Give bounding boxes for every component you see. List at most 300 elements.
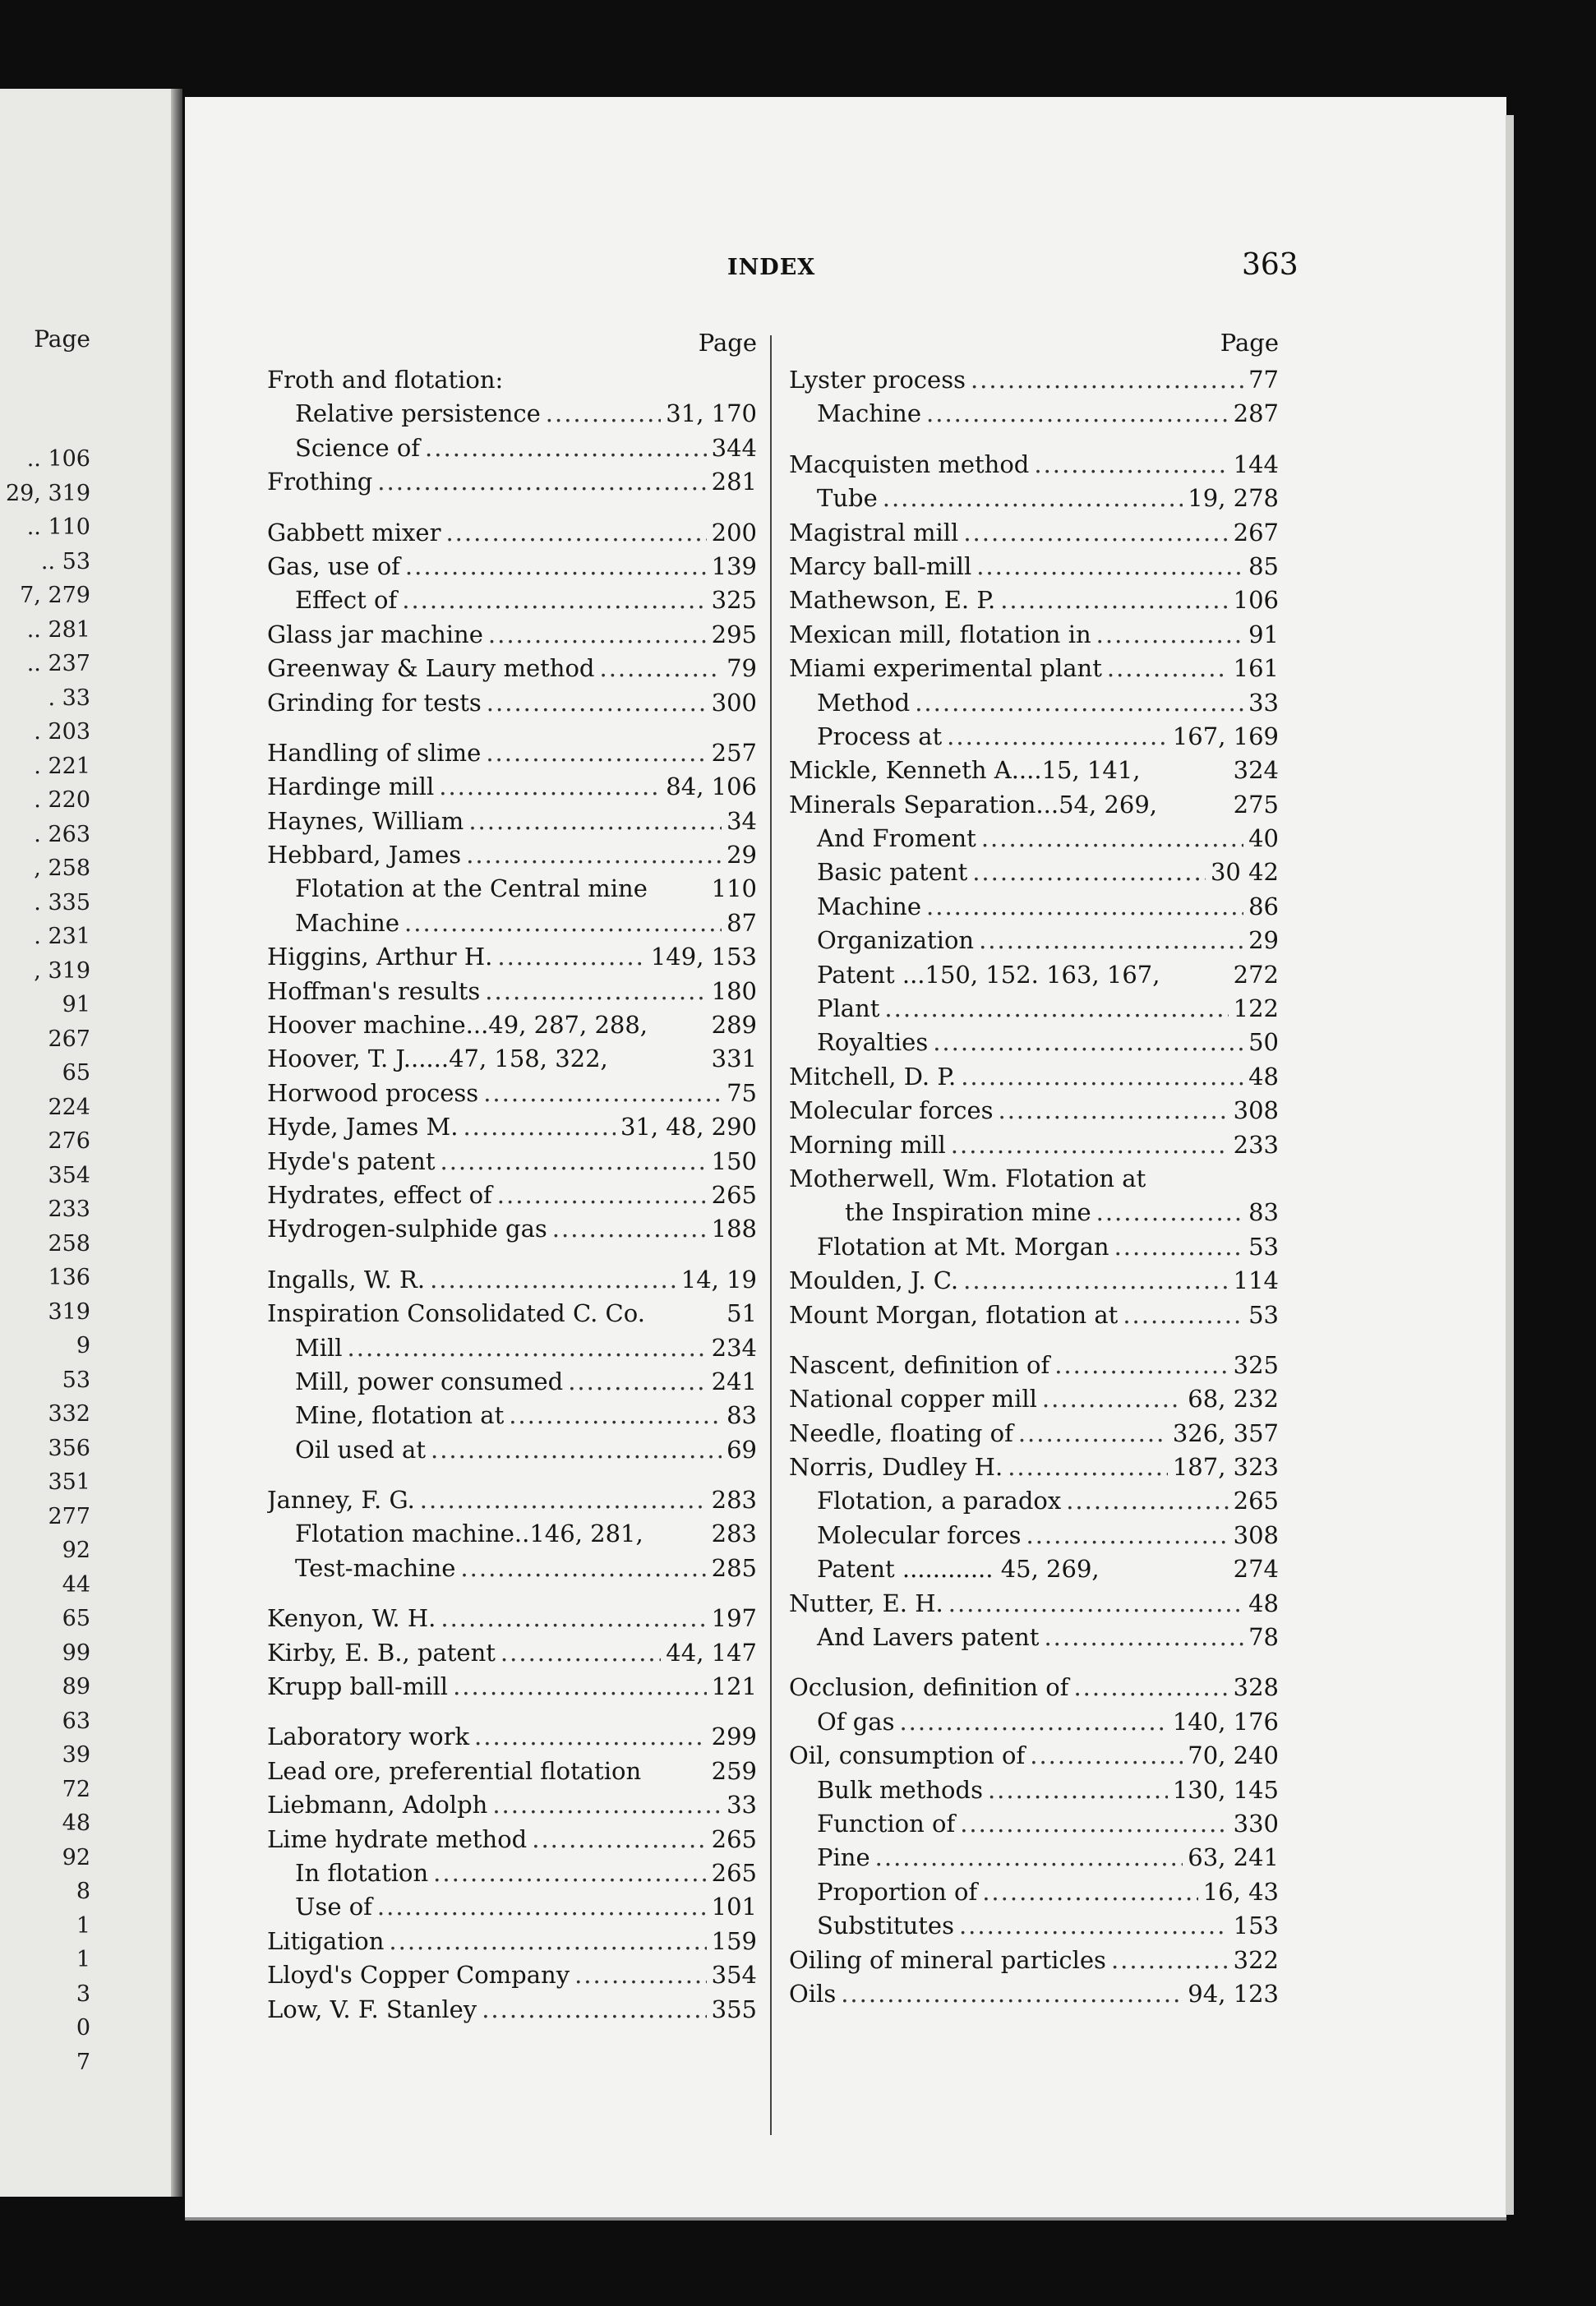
entry-pages: 31, 48, 290	[620, 1113, 757, 1141]
letter-gap	[789, 431, 1279, 448]
left-fragment: . 263	[34, 821, 90, 847]
dot-leader	[453, 1670, 707, 1704]
entry-pages: 70, 240	[1188, 1741, 1279, 1770]
letter-gap	[267, 1585, 757, 1602]
entry-term: Flotation, a paradox	[817, 1487, 1062, 1515]
left-fragment: , 319	[34, 957, 90, 984]
left-fragment: . 335	[34, 889, 90, 915]
entry-term: Organization	[817, 926, 975, 955]
dot-leader	[546, 397, 662, 431]
index-entry	[789, 1621, 1279, 1654]
left-fragment: .. 237	[26, 651, 90, 676]
entry-term: Haynes, William	[267, 806, 464, 835]
entry-term: Nascent, definition of	[789, 1350, 1050, 1379]
dot-leader	[1107, 652, 1229, 685]
dot-leader	[988, 1773, 1168, 1807]
entry-term: Magistral mill	[789, 518, 959, 547]
entry-pages: 130, 145	[1172, 1775, 1279, 1804]
index-entry	[267, 1993, 757, 2027]
dot-leader	[883, 482, 1183, 515]
entry-term: Patent ...150, 152. 163, 167,	[817, 960, 1160, 989]
index-entry	[789, 516, 1279, 550]
entry-pages: 16, 43	[1202, 1877, 1279, 1906]
entry-pages: 167, 169	[1172, 722, 1279, 750]
entry-pages: 275	[1233, 790, 1279, 819]
letter-gap	[789, 1654, 1279, 1671]
index-entry	[789, 856, 1279, 889]
dot-leader	[1054, 1349, 1228, 1382]
entry-pages: 53	[1248, 1300, 1279, 1329]
left-fragment: . 221	[34, 753, 90, 779]
index-entry	[267, 1925, 757, 1958]
index-entry	[789, 720, 1279, 754]
left-fragment: 277	[48, 1503, 90, 1529]
book-spine	[171, 89, 182, 2197]
entry-term: Basic patent	[817, 858, 968, 887]
entry-pages: 31, 170	[666, 399, 757, 428]
entry-pages: 289	[711, 1011, 757, 1040]
index-entry	[267, 1720, 757, 1754]
entry-pages: 161	[1233, 654, 1279, 683]
left-fragment: 44	[62, 1571, 90, 1598]
entry-term: Machine	[295, 908, 400, 937]
letter-gap	[267, 1704, 757, 1720]
entry-term: Nutter, E. H.	[789, 1589, 943, 1617]
entry-term: Kenyon, W. H.	[267, 1604, 436, 1633]
dot-leader	[1096, 618, 1243, 652]
entry-term: Oils	[789, 1979, 837, 2008]
index-entry	[789, 583, 1279, 617]
index-entry	[267, 1110, 757, 1144]
dot-leader	[431, 1433, 722, 1467]
index-entry	[267, 1602, 757, 1635]
dot-leader	[981, 822, 1243, 856]
index-entry	[267, 1212, 757, 1246]
left-fragment: 267	[48, 1026, 90, 1052]
left-fragment: 1	[76, 1947, 90, 1972]
dot-leader	[841, 1977, 1183, 2011]
entry-term: Miami experimental plant	[789, 654, 1102, 683]
entry-term: Oiling of mineral particles	[789, 1945, 1106, 1974]
entry-pages: 200	[711, 518, 757, 547]
dot-leader	[532, 1823, 706, 1856]
entry-pages: 91	[1248, 620, 1279, 648]
page-edge	[1506, 115, 1514, 2215]
dot-leader	[440, 1145, 706, 1178]
dot-leader	[599, 652, 722, 685]
dot-leader	[951, 1128, 1229, 1162]
index-entry	[267, 1263, 757, 1297]
entry-term: Hydrogen-sulphide gas	[267, 1215, 547, 1243]
index-page	[185, 97, 1506, 2219]
entry-term: Machine	[817, 892, 922, 920]
dot-leader	[463, 1110, 616, 1144]
entry-pages: 33	[1248, 688, 1279, 717]
entry-pages: 265	[711, 1859, 757, 1887]
entry-pages: 29	[727, 841, 757, 869]
left-fragment: 319	[48, 1298, 90, 1325]
index-entry	[789, 1909, 1279, 1943]
index-column-left	[267, 329, 757, 2027]
left-fragment: 356	[48, 1435, 90, 1461]
entry-term: Liebmann, Adolph	[267, 1791, 488, 1819]
index-entry	[267, 872, 757, 906]
left-fragment: 53	[62, 1367, 90, 1393]
dot-leader	[500, 1636, 661, 1670]
entry-pages: 281	[711, 468, 757, 496]
index-entry	[789, 1060, 1279, 1094]
entry-term: Inspiration Consolidated C. Co.	[267, 1299, 645, 1328]
entry-pages: 77	[1248, 365, 1279, 394]
entry-term: Laboratory work	[267, 1723, 470, 1751]
entry-term: Flotation at the Central mine	[295, 874, 648, 903]
entry-pages: 144	[1233, 450, 1279, 478]
entry-term: Machine	[817, 399, 922, 428]
dot-leader	[445, 516, 706, 550]
left-fragment: 276	[48, 1128, 90, 1154]
left-fragment: 65	[62, 1060, 90, 1086]
dot-leader	[960, 1807, 1228, 1841]
index-entry	[789, 550, 1279, 583]
page-bottom-edge	[185, 2217, 1506, 2221]
dot-leader	[420, 1483, 707, 1517]
entry-term: Lyster process	[789, 365, 966, 394]
entry-term: Molecular forces	[789, 1096, 994, 1125]
dot-leader	[377, 1890, 707, 1924]
entry-term: the Inspiration mine	[845, 1198, 1091, 1227]
left-fragment: 89	[62, 1674, 90, 1700]
left-fragment: 354	[48, 1162, 90, 1188]
dot-leader	[933, 1026, 1243, 1059]
entry-pages: 328	[1233, 1673, 1279, 1702]
index-entry	[267, 1399, 757, 1432]
index-entry	[789, 363, 1279, 397]
dot-leader	[1026, 1519, 1229, 1552]
index-entry	[789, 1264, 1279, 1298]
left-fragment: 224	[48, 1094, 90, 1120]
index-entry	[267, 550, 757, 583]
entry-pages: 79	[727, 654, 757, 683]
entry-term: Occlusion, definition of	[789, 1673, 1069, 1702]
dot-leader	[497, 1178, 707, 1212]
entry-term: Froth and flotation:	[267, 365, 504, 394]
index-entry	[267, 1008, 757, 1042]
entry-term: Minerals Separation...54, 269,	[789, 790, 1157, 819]
entry-pages: 265	[1233, 1487, 1279, 1515]
entry-pages: 257	[711, 738, 757, 767]
dot-leader	[433, 1856, 706, 1890]
letter-gap	[789, 1332, 1279, 1349]
dot-leader	[425, 431, 707, 465]
index-entry	[267, 397, 757, 431]
dot-leader	[348, 1331, 707, 1365]
running-head: INDEX	[727, 255, 816, 280]
entry-term: And Lavers patent	[817, 1623, 1040, 1652]
entry-term: Pine	[817, 1843, 870, 1872]
index-entry	[789, 1298, 1279, 1332]
page-number: 363	[1242, 248, 1298, 282]
left-fragment: 91	[62, 992, 90, 1017]
index-column-right	[789, 329, 1279, 2011]
dot-leader	[430, 1263, 676, 1297]
index-entry	[789, 1552, 1279, 1586]
entry-pages: 274	[1233, 1555, 1279, 1584]
left-fragment: 99	[62, 1640, 90, 1666]
dot-leader	[405, 550, 707, 583]
entry-pages: 150	[711, 1146, 757, 1175]
entry-term: Test-machine	[295, 1553, 456, 1582]
entry-term: Mitchell, D. P.	[789, 1062, 957, 1091]
index-entry	[267, 1145, 757, 1178]
entry-pages: 51	[727, 1299, 757, 1328]
index-entry	[789, 958, 1279, 992]
entry-term: Plant	[817, 994, 880, 1023]
entry-term: Use of	[295, 1893, 372, 1921]
dot-leader	[483, 1077, 722, 1110]
entry-pages: 326, 357	[1172, 1418, 1279, 1447]
entry-pages: 50	[1248, 1028, 1279, 1057]
index-entry	[267, 583, 757, 617]
index-entry	[789, 1944, 1279, 1977]
entry-pages: 14, 19	[680, 1265, 757, 1294]
index-entry	[789, 1773, 1279, 1807]
entry-pages: 75	[727, 1078, 757, 1107]
entry-term: Hoover machine...49, 287, 288,	[267, 1011, 648, 1040]
index-entry	[789, 1349, 1279, 1382]
entry-pages: 149, 153	[650, 943, 757, 971]
entry-term: Frothing	[267, 468, 373, 496]
entry-pages: 308	[1233, 1096, 1279, 1125]
entry-term: Bulk methods	[817, 1775, 983, 1804]
index-entry	[267, 1755, 757, 1788]
index-entry	[789, 1417, 1279, 1450]
entry-pages: 233	[1233, 1130, 1279, 1159]
entry-pages: 122	[1233, 994, 1279, 1023]
dot-leader	[1030, 1739, 1183, 1773]
entry-term: And Froment	[817, 824, 976, 853]
dot-leader	[488, 618, 707, 652]
dot-leader	[1034, 448, 1228, 482]
index-entry	[267, 1823, 757, 1856]
entry-term: Mexican mill, flotation in	[789, 620, 1091, 648]
left-fragment: 1	[76, 1912, 90, 1939]
entry-pages: 355	[711, 1995, 757, 2023]
entry-pages: 299	[711, 1723, 757, 1751]
dot-leader	[961, 1060, 1243, 1094]
entry-pages: 354	[711, 1961, 757, 1990]
index-entry	[267, 1890, 757, 1924]
entry-pages: 83	[1248, 1198, 1279, 1227]
index-entry	[267, 1670, 757, 1704]
left-fragment: 65	[62, 1606, 90, 1631]
entry-term: Moulden, J. C.	[789, 1266, 959, 1295]
entry-term: Lead ore, preferential flotation	[267, 1756, 642, 1785]
entry-term: Hydrates, effect of	[267, 1180, 492, 1209]
index-entry	[789, 1485, 1279, 1519]
entry-pages: 325	[1233, 1350, 1279, 1379]
index-entry	[267, 1178, 757, 1212]
left-fragment: , 258	[34, 856, 90, 881]
left-fragment: 8	[76, 1879, 90, 1904]
entry-pages: 287	[1233, 399, 1279, 428]
entry-pages: 106	[1233, 586, 1279, 615]
entry-term: Lloyd's Copper Company	[267, 1961, 570, 1990]
entry-pages: 308	[1233, 1520, 1279, 1549]
entry-pages: 325	[711, 586, 757, 615]
entry-term: Handling of slime	[267, 738, 482, 767]
entry-pages: 188	[711, 1215, 757, 1243]
index-entry	[267, 770, 757, 804]
entry-term: Science of	[295, 433, 421, 462]
index-entry	[789, 924, 1279, 957]
index-entry	[789, 992, 1279, 1026]
dot-leader	[441, 1602, 706, 1635]
index-entry	[789, 1671, 1279, 1704]
index-entry	[267, 1483, 757, 1517]
index-entry	[789, 1128, 1279, 1162]
left-fragment: 72	[62, 1776, 90, 1802]
column-divider	[770, 335, 772, 2135]
dot-leader	[979, 924, 1243, 957]
left-fragment: 258	[48, 1230, 90, 1257]
dot-leader	[926, 397, 1229, 431]
dot-leader	[485, 975, 706, 1008]
entry-pages: 83	[727, 1401, 757, 1430]
index-entry	[267, 618, 757, 652]
entry-pages: 86	[1248, 892, 1279, 920]
dot-leader	[1008, 1450, 1168, 1484]
entry-term: Function of	[817, 1810, 956, 1838]
index-entry	[789, 1230, 1279, 1264]
left-fragment: . 203	[34, 719, 90, 745]
entry-pages: 267	[1233, 518, 1279, 547]
entry-pages: 69	[727, 1435, 757, 1464]
entry-term: Method	[817, 688, 911, 717]
dot-leader	[1073, 1671, 1228, 1704]
left-fragment: .. 281	[26, 616, 90, 643]
entry-pages: 331	[711, 1045, 757, 1073]
dot-leader	[959, 1909, 1229, 1943]
dot-leader	[1114, 1230, 1244, 1264]
entry-pages: 330	[1233, 1810, 1279, 1838]
dot-leader	[875, 1841, 1183, 1875]
entry-pages: 140, 176	[1172, 1707, 1279, 1736]
index-entry	[267, 736, 757, 770]
entry-term: Low, V. F. Stanley	[267, 1995, 477, 2023]
entry-pages: 300	[711, 688, 757, 717]
entry-term: National copper mill	[789, 1385, 1037, 1414]
entry-pages: 265	[711, 1180, 757, 1209]
index-entry	[267, 1958, 757, 1992]
dot-leader	[1044, 1621, 1243, 1654]
index-entry	[267, 431, 757, 465]
dot-leader	[884, 992, 1228, 1026]
index-entry	[789, 1094, 1279, 1128]
entry-pages: 68, 232	[1188, 1385, 1279, 1414]
index-entry	[789, 618, 1279, 652]
index-entry	[267, 1552, 757, 1585]
index-entry	[789, 482, 1279, 515]
left-fragment: 351	[48, 1469, 90, 1495]
index-entry	[789, 1519, 1279, 1552]
entry-pages: 159	[711, 1926, 757, 1955]
index-entry	[267, 1077, 757, 1110]
dot-leader	[1018, 1417, 1168, 1450]
dot-leader	[1096, 1196, 1243, 1229]
index-entry	[789, 1705, 1279, 1739]
index-entry	[267, 465, 757, 499]
entry-term: Litigation	[267, 1926, 385, 1955]
dot-leader	[468, 805, 722, 838]
dot-leader	[1066, 1485, 1228, 1519]
entry-term: Tube	[817, 484, 878, 513]
entry-pages: 283	[711, 1520, 757, 1548]
entry-term: Greenway & Laury method	[267, 654, 595, 683]
left-fragment: . 220	[34, 787, 90, 813]
entry-term: Hyde, James M.	[267, 1113, 459, 1141]
entry-pages: 322	[1233, 1945, 1279, 1974]
entry-term: Flotation at Mt. Morgan	[817, 1232, 1109, 1261]
entry-term: Substitutes	[817, 1912, 954, 1940]
entry-term: Proportion of	[817, 1877, 978, 1906]
index-entry	[789, 1977, 1279, 2011]
entry-pages: 283	[711, 1486, 757, 1515]
dot-leader	[982, 1875, 1198, 1909]
dot-leader	[402, 583, 706, 617]
dot-leader	[487, 686, 707, 720]
entry-pages: 187, 323	[1172, 1453, 1279, 1482]
entry-term: Needle, floating of	[789, 1418, 1013, 1447]
index-entry	[789, 1807, 1279, 1841]
dot-leader	[971, 363, 1243, 397]
entry-term: Gabbett mixer	[267, 518, 441, 547]
letter-gap	[267, 1247, 757, 1263]
dot-leader	[947, 720, 1168, 754]
index-entry	[789, 788, 1279, 822]
left-fragment: .. 106	[26, 446, 90, 472]
dot-leader	[552, 1212, 707, 1246]
index-entry	[267, 1788, 757, 1822]
entry-pages: 48	[1248, 1589, 1279, 1617]
entry-pages: 94, 123	[1188, 1979, 1279, 2008]
index-entry	[267, 838, 757, 872]
dot-leader	[509, 1399, 722, 1432]
index-entries-left	[267, 363, 757, 2027]
entry-term: Kirby, E. B., patent	[267, 1638, 496, 1667]
entry-term: Glass jar machine	[267, 620, 483, 648]
index-entry	[267, 363, 757, 397]
entry-term: Patent ............ 45, 269,	[817, 1555, 1100, 1584]
entry-pages: 295	[711, 620, 757, 648]
column-page-label: Page	[1220, 329, 1279, 357]
entry-pages: 87	[727, 908, 757, 937]
entry-pages: 110	[711, 874, 757, 903]
entry-pages: 40	[1248, 824, 1279, 853]
entry-term: Norris, Dudley H.	[789, 1453, 1003, 1482]
entry-term: Mine, flotation at	[295, 1401, 505, 1430]
dot-leader	[1042, 1382, 1183, 1416]
index-entry	[789, 822, 1279, 856]
entry-pages: 29	[1248, 926, 1279, 955]
index-entry	[789, 1382, 1279, 1416]
entry-pages: 33	[727, 1791, 757, 1819]
entry-pages: 265	[711, 1824, 757, 1853]
dot-leader	[466, 838, 722, 872]
entry-term: Effect of	[295, 586, 398, 615]
entry-term: Morning mill	[789, 1130, 946, 1159]
entry-term: Gas, use of	[267, 551, 400, 580]
entry-pages: 180	[711, 976, 757, 1005]
